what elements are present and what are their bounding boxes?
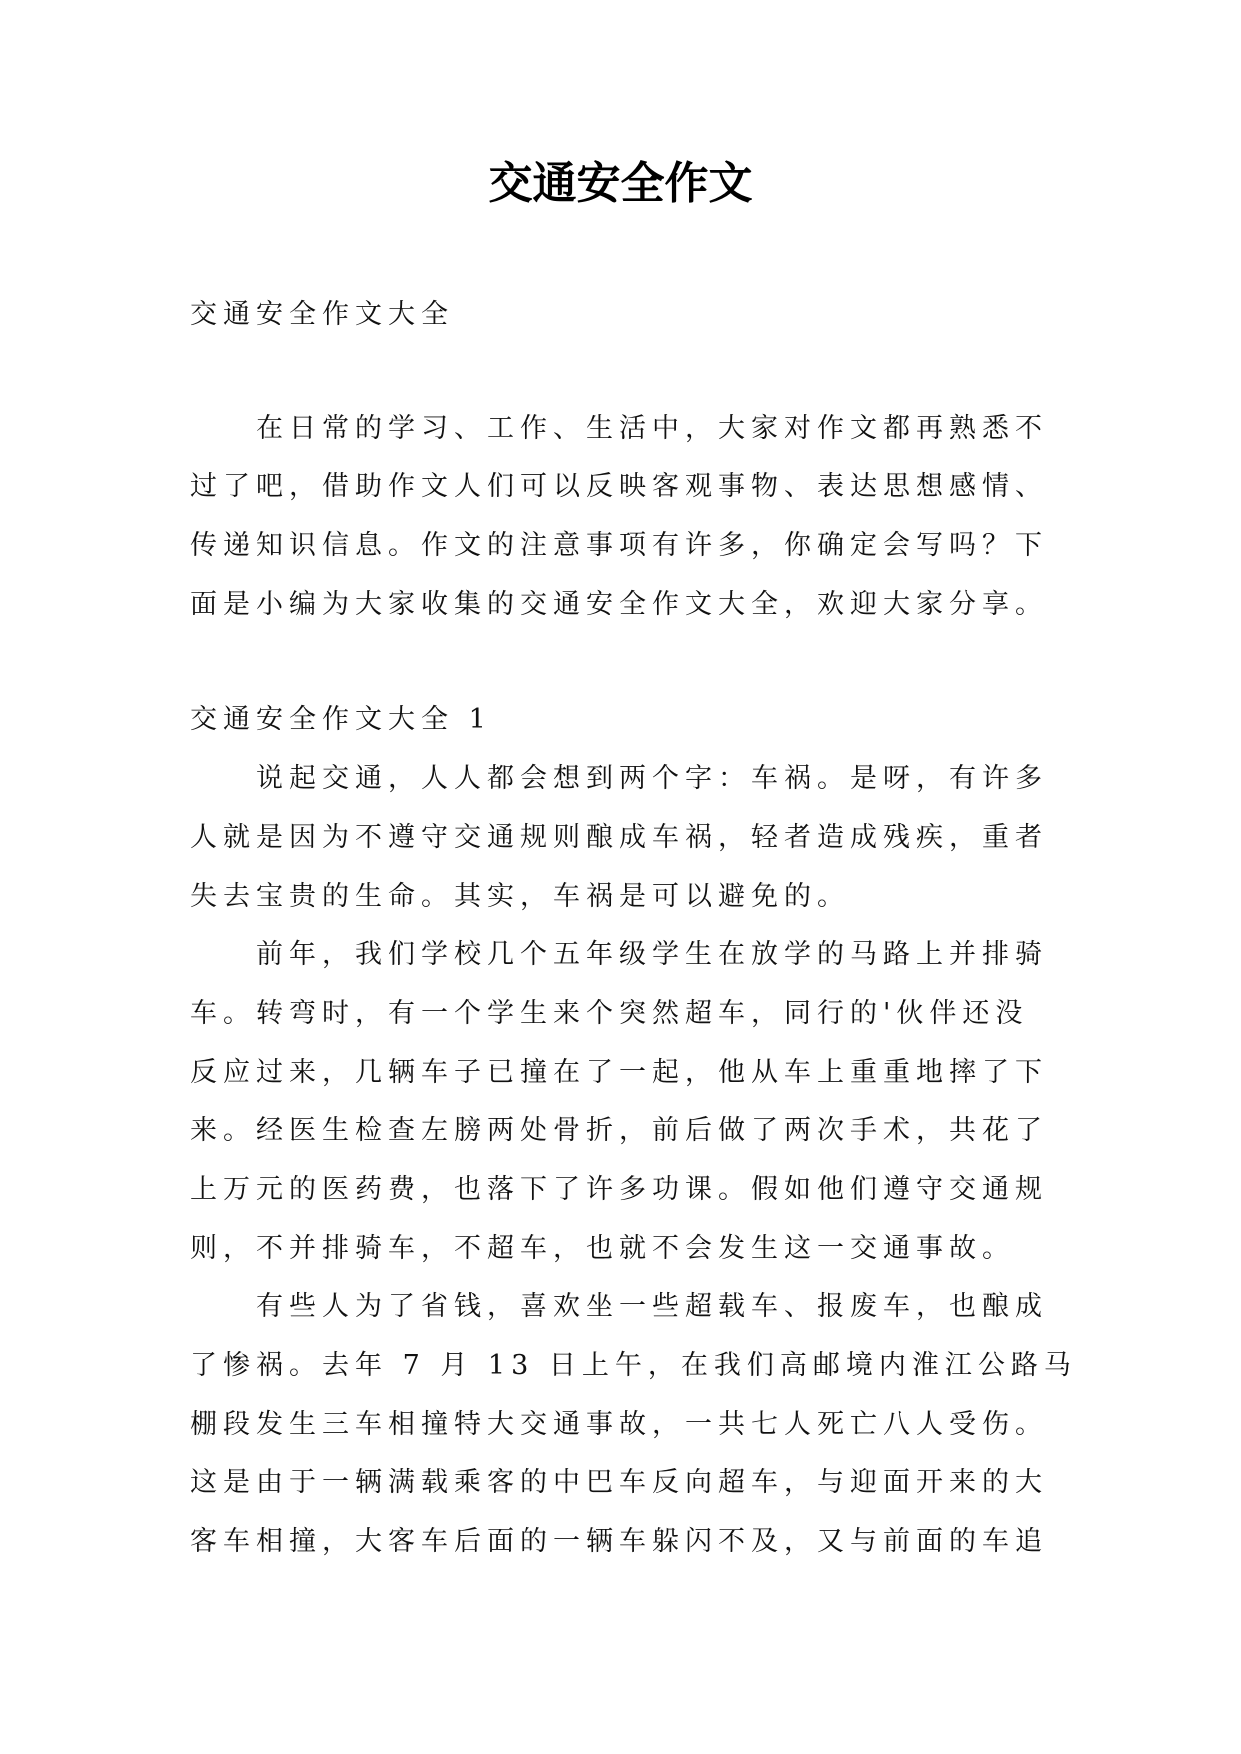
text-line: 前年，我们学校几个五年级学生在放学的马路上并排骑 — [256, 939, 1048, 971]
document-title: 交通安全作文 — [488, 158, 753, 209]
text-line: 车。转弯时，有一个学生来个突然超车，同行的'伙伴还没 — [190, 997, 1029, 1029]
text-line: 过了吧，借助作文人们可以反映客观事物、表达思想感情、 — [190, 471, 1048, 503]
text-line: 来。经医生检查左膀两处骨折，前后做了两次手术，共花了 — [190, 1115, 1048, 1147]
text-line: 客车相撞，大客车后面的一辆车躲闪不及，又与前面的车追 — [190, 1526, 1048, 1558]
paragraph — [190, 750, 1090, 926]
text-line: 这是由于一辆满载乘客的中巴车反向超车，与迎面开来的大 — [190, 1467, 1048, 1499]
text-line: 棚段发生三车相撞特大交通事故，一共七人死亡八人受伤。 — [190, 1408, 1048, 1440]
section-heading: 交通安全作文大全 1 — [190, 704, 492, 736]
text-line: 在日常的学习、工作、生活中，大家对作文都再熟悉不 — [256, 412, 1048, 444]
paragraph — [190, 926, 1090, 1278]
text-line: 上万元的医药费，也落下了许多功课。假如他们遵守交通规 — [190, 1173, 1048, 1205]
intro-paragraph — [190, 400, 1090, 635]
text-line: 人就是因为不遵守交通规则酿成车祸，轻者造成残疾，重者 — [190, 821, 1048, 853]
text-line: 面是小编为大家收集的交通安全作文大全，欢迎大家分享。 — [190, 588, 1048, 620]
text-line: 则，不并排骑车，不超车，也就不会发生这一交通事故。 — [190, 1232, 1015, 1264]
text-line: 反应过来，几辆车子已撞在了一起，他从车上重重地摔了下 — [190, 1056, 1048, 1088]
text-line: 了惨祸。去年 7 月 13 日上午，在我们高邮境内淮江公路马 — [190, 1350, 1077, 1381]
text-line: 传递知识信息。作文的注意事项有许多，你确定会写吗？下 — [190, 530, 1048, 562]
document-subtitle: 交通安全作文大全 — [190, 299, 454, 330]
document-body — [190, 286, 1090, 1572]
paragraph — [190, 1278, 1090, 1571]
text-line: 有些人为了省钱，喜欢坐一些超载车、报废车，也酿成 — [256, 1291, 1048, 1323]
text-line: 说起交通，人人都会想到两个字：车祸。是呀，有许多 — [256, 763, 1048, 795]
text-line: 失去宝贵的生命。其实，车祸是可以避免的。 — [190, 880, 850, 912]
